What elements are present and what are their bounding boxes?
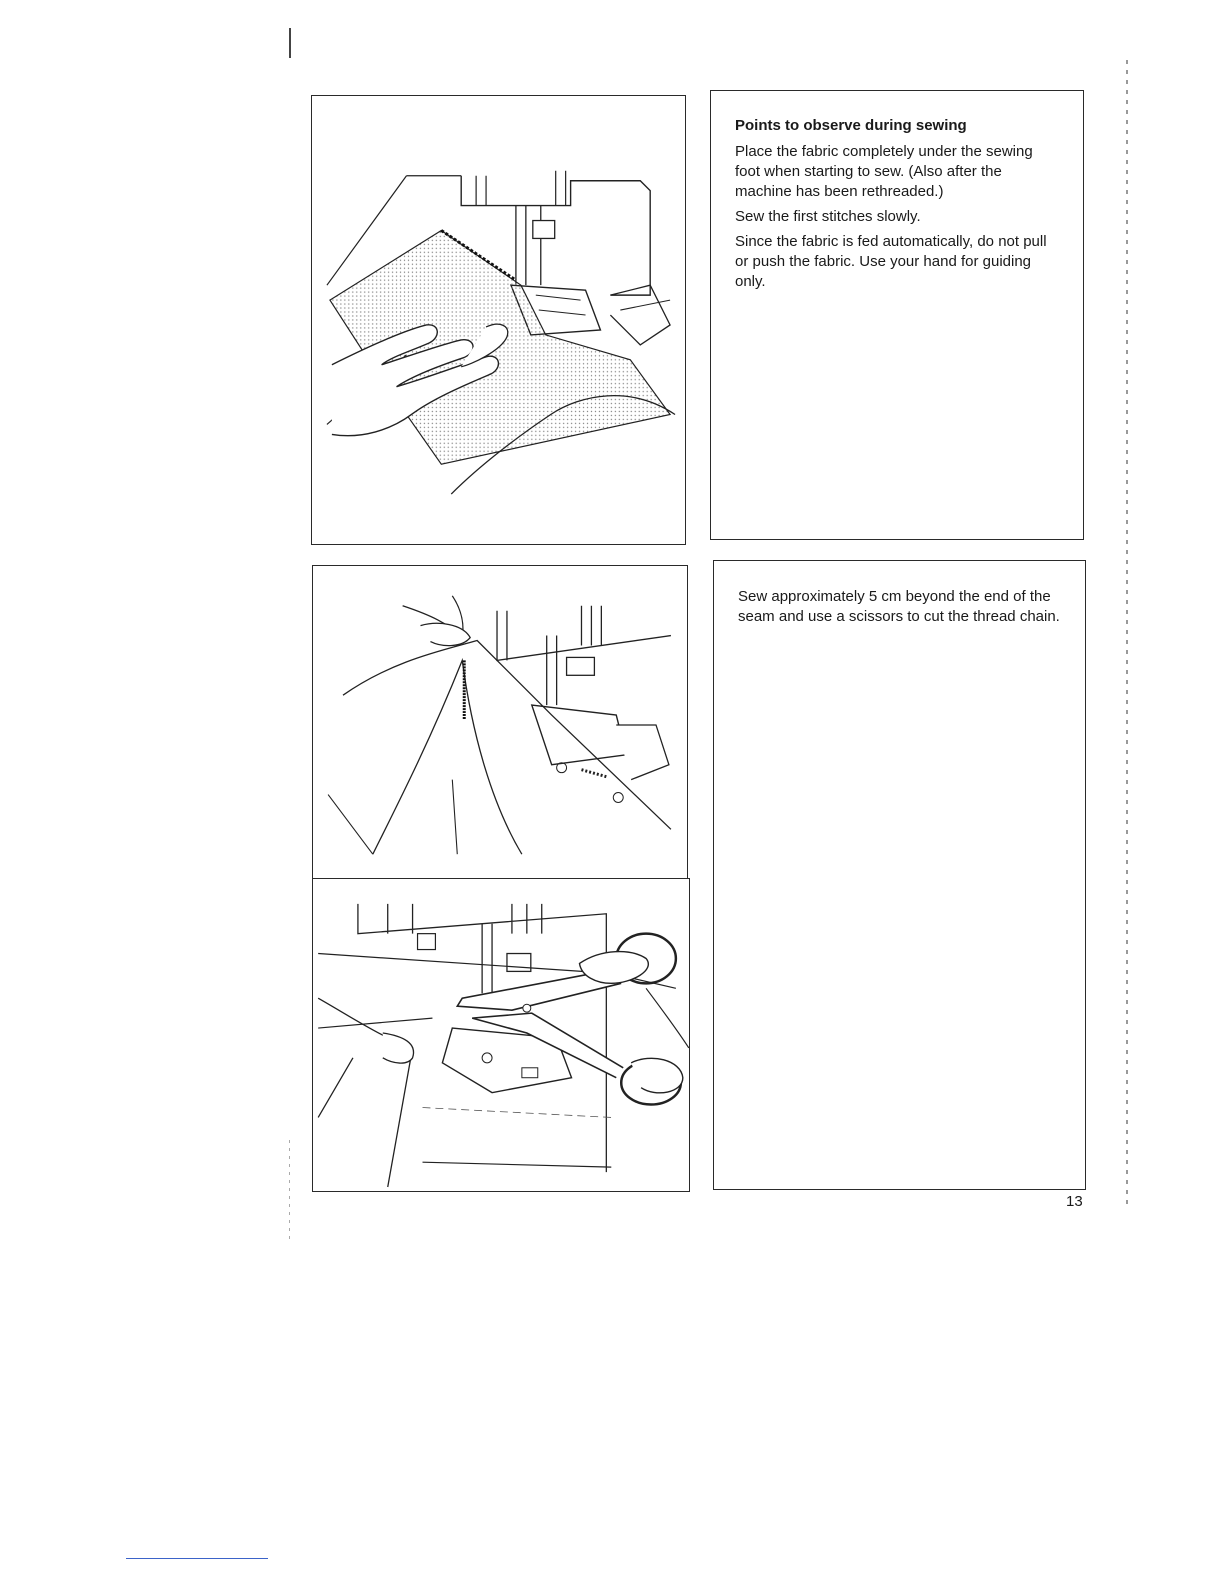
scan-mark (289, 28, 299, 58)
illustration-thread-chain (312, 565, 688, 880)
illustration-scissors-cut (312, 878, 690, 1192)
instructions-panel-observe (710, 90, 1084, 540)
instructions-panel-cut (713, 560, 1086, 1190)
illustration-guiding-fabric (311, 95, 686, 545)
page-number: 13 (1066, 1193, 1083, 1210)
sewing-hands-drawing (312, 96, 685, 544)
scan-edge-line (1126, 60, 1128, 1210)
instruction-paragraph: Place the fabric completely under the sewing foot when starting to sew. (Also after the machine has been rethreaded.) (735, 143, 1033, 200)
blue-rule (126, 1558, 268, 1559)
scissors-cut-drawing (313, 879, 689, 1191)
section-heading: Points to observe during sewing (735, 117, 967, 134)
fabric-pull-drawing (313, 566, 687, 879)
scan-edge-line (289, 1140, 290, 1240)
instruction-paragraph: Since the fabric is fed automatically, do not pull or push the fabric. Use your hand for guiding only. (735, 233, 1047, 290)
instruction-paragraph: Sew approximately 5 cm beyond the end of the seam and use a scissors to cut the thread chain. (738, 588, 1060, 625)
instruction-paragraph: Sew the first stitches slowly. (735, 208, 921, 225)
